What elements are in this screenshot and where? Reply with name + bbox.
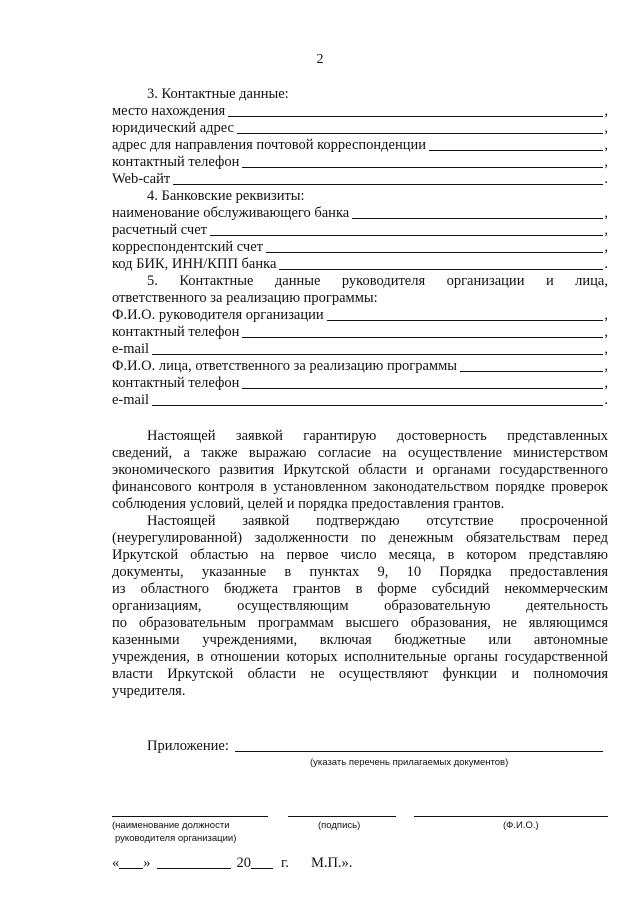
year-suffix: г.	[281, 855, 289, 871]
section4-heading: 4. Банковские реквизиты:	[147, 188, 305, 204]
section5-heading: 5. Контактные данные руководителя организации и лица,	[147, 273, 608, 289]
field-settlement-account	[112, 222, 608, 239]
field-responsible-email	[112, 392, 608, 409]
page-number: 2	[316, 52, 324, 67]
blank-line	[235, 751, 603, 752]
field-phone	[112, 154, 608, 171]
field-label: e-mail	[112, 392, 150, 408]
field-label: e-mail	[112, 341, 150, 357]
attachment-hint: (указать перечень прилагаемых документов)	[310, 757, 509, 768]
section5-heading-cont: ответственного за реализацию программы:	[112, 290, 378, 306]
field-end: ,	[604, 358, 608, 374]
paragraph2-line: Настоящей заявкой подтверждаю отсутствие просроченной	[147, 513, 608, 529]
position-blank-line	[112, 815, 268, 817]
field-end: ,	[604, 239, 608, 255]
paragraph1-line: соблюдения условий, целей и порядка предоставления грантов.	[112, 496, 505, 512]
blank-line	[152, 404, 603, 406]
field-bik-inn	[112, 256, 608, 273]
blank-line	[429, 149, 603, 151]
paragraph2-line: по образовательным программам высшего образования, не являющимся	[112, 615, 608, 631]
field-label: юридический адрес	[112, 120, 234, 136]
paragraph2-line: власти Иркутской области не осуществляют функции и полномочия	[112, 666, 608, 682]
field-label: Web-сайт	[112, 171, 171, 187]
field-end: ,	[604, 324, 608, 340]
blank-line	[152, 353, 603, 355]
field-end: ,	[604, 222, 608, 238]
name-blank-line	[414, 815, 608, 817]
paragraph1-line: финансового контроля в установленном законодательством порядке проверок	[112, 479, 608, 495]
paragraph2-line: документы, указанные в пунктах 9, 10 Порядка предоставления	[112, 564, 608, 580]
paragraph2-line: (неурегулированной) задолженности по денежным обязательствам перед	[112, 530, 608, 546]
paragraph2-line: казенными учреждениями, включая бюджетные или автономные	[112, 632, 608, 648]
paragraph1-line: экономического развития Иркутской области и органами государственного	[112, 462, 608, 478]
blank-line	[352, 217, 603, 219]
field-bank-name	[112, 205, 608, 222]
field-director-email	[112, 341, 608, 358]
field-director-name	[112, 307, 608, 324]
field-label: расчетный счет	[112, 222, 207, 238]
field-location	[112, 103, 608, 120]
field-label: код БИК, ИНН/КПП банка	[112, 256, 277, 272]
blank-line	[242, 387, 603, 389]
field-label: Ф.И.О. лица, ответственного за реализацию программы	[112, 358, 457, 374]
field-end: ,	[604, 341, 608, 357]
paragraph2-line: учреждения, в отношении которых исполнительные органы государственной	[112, 649, 608, 665]
field-label: Ф.И.О. руководителя организации	[112, 307, 324, 323]
paragraph2-line: учредителя.	[112, 683, 186, 699]
field-correspondent-account	[112, 239, 608, 256]
field-end: ,	[604, 103, 608, 119]
field-director-phone	[112, 324, 608, 341]
field-end: ,	[604, 154, 608, 170]
attachment-label: Приложение:	[147, 738, 229, 754]
blank-line	[228, 115, 603, 117]
blank-line	[327, 319, 604, 321]
field-label: контактный телефон	[112, 324, 240, 340]
paragraph1-line: сведений, а также выражаю согласие на осуществление министерством	[112, 445, 608, 461]
field-postal-address	[112, 137, 608, 154]
signature-hint: (подпись)	[318, 820, 361, 831]
paragraph2-line: Иркутской областью на первое число месяца, в котором представляю	[112, 547, 608, 563]
section3-heading: 3. Контактные данные:	[147, 86, 289, 102]
field-end: ,	[604, 205, 608, 221]
name-hint: (Ф.И.О.)	[503, 820, 539, 831]
blank-line	[237, 132, 603, 134]
attachment-line	[147, 738, 603, 755]
field-website	[112, 171, 608, 188]
month-blank	[157, 868, 231, 869]
open-quote: «	[112, 855, 120, 871]
field-responsible-name	[112, 358, 608, 375]
field-legal-address	[112, 120, 608, 137]
date-line	[112, 855, 352, 872]
day-blank	[119, 868, 143, 869]
stamp-label: М.П.».	[310, 855, 353, 871]
paragraph2-line: организациям, осуществляющим образовательную деятельность	[112, 598, 608, 614]
blank-line	[242, 166, 603, 168]
field-end: ,	[604, 137, 608, 153]
paragraph1-line: Настоящей заявкой гарантирую достоверность представленных	[147, 428, 608, 444]
signature-blank-line	[288, 815, 396, 817]
field-responsible-phone	[112, 375, 608, 392]
field-end: ,	[604, 307, 608, 323]
field-label: корреспондентский счет	[112, 239, 263, 255]
field-label: наименование обслуживающего банка	[112, 205, 350, 221]
paragraph2-line: из областного бюджета грантов в форме субсидий некоммерческим	[112, 581, 608, 597]
blank-line	[266, 251, 603, 253]
position-hint-cont: руководителя организации)	[115, 833, 237, 844]
blank-line	[460, 370, 603, 372]
field-end: .	[604, 256, 608, 272]
field-label: адрес для направления почтовой корреспонденции	[112, 137, 427, 153]
blank-line	[210, 234, 603, 236]
field-end: ,	[604, 375, 608, 391]
blank-line	[279, 268, 603, 270]
field-end: ,	[604, 120, 608, 136]
blank-line	[173, 183, 603, 185]
position-hint: (наименование должности	[112, 820, 230, 831]
year-prefix: 20	[236, 855, 251, 871]
blank-line	[242, 336, 603, 338]
close-quote: »	[143, 855, 151, 871]
year-blank	[251, 868, 273, 869]
field-label: контактный телефон	[112, 375, 240, 391]
field-end: .	[604, 392, 608, 408]
field-label: место нахождения	[112, 103, 226, 119]
field-end: .	[604, 171, 608, 187]
field-label: контактный телефон	[112, 154, 240, 170]
